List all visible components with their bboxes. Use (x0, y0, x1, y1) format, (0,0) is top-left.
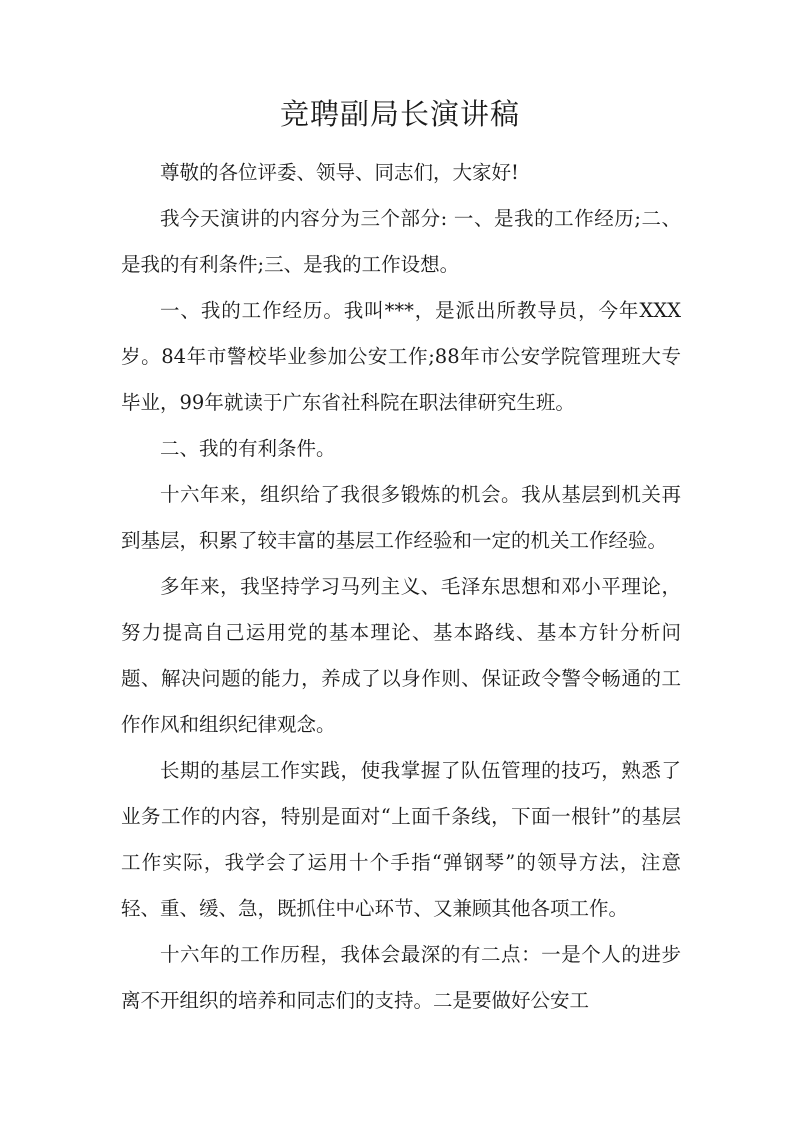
paragraph-advantages-heading: 二、我的有利条件。 (160, 437, 336, 460)
paragraph-work-experience: 一、我的工作经历。我叫***，是派出所教导员，今年XXX岁。84年市警校毕业参加公安工作;88年市公安学院管理班大专毕业，99年就读于广东省社科院在职法律研究生班。 (121, 299, 681, 414)
document-body (121, 150, 681, 1024)
paragraph-outline: 我今天演讲的内容分为三个部分: 一、是我的工作经历;二、是我的有利条件;三、是我的工作设想。 (121, 207, 681, 276)
paragraph-study: 多年来，我坚持学习马列主义、毛泽东思想和邓小平理论，努力提高自己运用党的基本理论、基本路线、基本方针分析问题、解决问题的能力，养成了以身作则、保证政令警令畅通的工作作风和组织纪律观念。 (121, 575, 681, 736)
paragraph-practice: 长期的基层工作实践，使我掌握了队伍管理的技巧，熟悉了业务工作的内容，特别是面对“上面千条线，下面一根针”的基层工作实际，我学会了运用十个手指“弹钢琴”的领导方法，注意轻、重、缓、急，既抓住中心环节、又兼顾其他各项工作。 (121, 759, 681, 920)
paragraph-sixteen-years: 十六年来，组织给了我很多锻炼的机会。我从基层到机关再到基层，积累了较丰富的基层工作经验和一定的机关工作经验。 (121, 483, 681, 552)
paragraph-experience-reflection: 十六年的工作历程，我体会最深的有二点：一是个人的进步离不开组织的培养和同志们的支持。二是要做好公安工 (121, 943, 681, 1012)
document-title: 竞聘副局长演讲稿 (279, 97, 520, 131)
paragraph-greeting: 尊敬的各位评委、领导、同志们，大家好! (160, 161, 519, 184)
